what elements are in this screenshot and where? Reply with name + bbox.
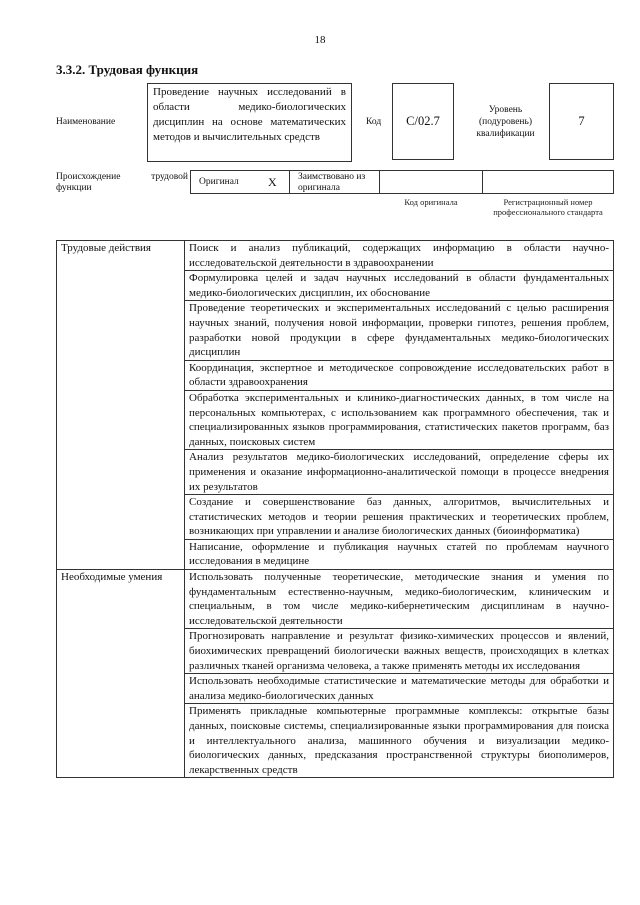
requirements-table [56, 240, 614, 778]
item-cell: Координация, экспертное и методическое сопровождение исследовательских работ в области здравоохранения [185, 360, 614, 390]
origin-row [190, 170, 614, 194]
page-number: 18 [314, 34, 326, 46]
item-cell: Анализ результатов медико-биологических исследований, определение сферы их применения и оказание информационно-аналитической помощи в процессе внедрения их результатов [185, 450, 614, 495]
level-label: Уровень (подуровень) квалификации [476, 105, 535, 139]
item-cell: Проведение теоретических и экспериментальных исследований с целью расширения научных знаний, получения новой информации, проверки гипотез, решения проблем, разработки новой продукции в сфере фундаментальных медико-биологических дисциплин [185, 301, 614, 360]
level-value: 7 [549, 83, 614, 160]
function-name-box: Проведение научных исследований в области медико-биологических дисциплин на основе математических методов и вычислительных средств [147, 83, 352, 162]
original-code-cell [379, 170, 483, 194]
name-label: Наименование [56, 117, 116, 127]
item-cell: Использовать необходимые статистические и математические методы для обработки и анализа медико-биологических данных [185, 674, 614, 704]
code-value: C/02.7 [392, 83, 454, 160]
item-cell: Поиск и анализ публикаций, содержащих информацию в области научно-исследовательской деятельности в здравоохранении [185, 241, 614, 271]
registration-number-cell [482, 170, 614, 194]
category-cell: Трудовые действия [57, 241, 185, 570]
borrowed-cell [289, 170, 380, 194]
category-cell: Необходимые умения [57, 570, 185, 778]
item-cell: Использовать полученные теоретические, методические знания и умения по фундаментальным естественно-научным, медико-биологическим, клиническим и специальным, в том числе медико-кибернетическим дисциплинам в научно-исследовательской деятельности [185, 570, 614, 629]
origin-label: Происхождение трудовой функции [56, 172, 188, 193]
item-cell: Применять прикладные компьютерные программные комплексы: открытые базы данных, поисковые системы, специализированные языки программирования для поиска и интеллектуального анализа, машинного обучения и визуализации медико-биологических данных, предсказания пространственной структуры биополимеров, лекарственных средств [185, 704, 614, 778]
original-mark: X [268, 175, 277, 189]
section-title: 3.3.2. Трудовая функция [56, 62, 199, 77]
original-label: Оригинал [199, 177, 239, 187]
table-row [57, 570, 614, 629]
item-cell: Создание и совершенствование баз данных, алгоритмов, вычислительных и статистических методов и теории решения практических и теоретических проблем, возникающих при управлении и анализе биологических данных (биоинформатика) [185, 495, 614, 540]
item-cell: Формулировка целей и задач научных исследований в области фундаментальных медико-биологических дисциплин, их обоснование [185, 271, 614, 301]
item-cell: Обработка экспериментальных и клинико-диагностических данных, в том числе на персональных компьютерах, с использованием как программного обеспечения, так и специализированных языков программирования, статистических пакетов программ, баз данных, поисковых систем [185, 390, 614, 449]
item-cell: Написание, оформление и публикация научных статей по проблемам научного исследования в медицине [185, 539, 614, 569]
table-row [57, 241, 614, 271]
code-label: Код [366, 117, 382, 127]
original-cell [190, 170, 290, 194]
borrowed-label: Заимствовано из оригинала [298, 172, 366, 193]
code-caption: Код оригинала [404, 197, 458, 207]
item-cell: Прогнозировать направление и результат физико-химических процессов и явлений, биохимических превращений биологически важных веществ, происходящих в клетках различных тканей организма человека, а также применять методы их исследования [185, 629, 614, 674]
registration-caption: Регистрационный номер профессионального стандарта [493, 197, 603, 217]
